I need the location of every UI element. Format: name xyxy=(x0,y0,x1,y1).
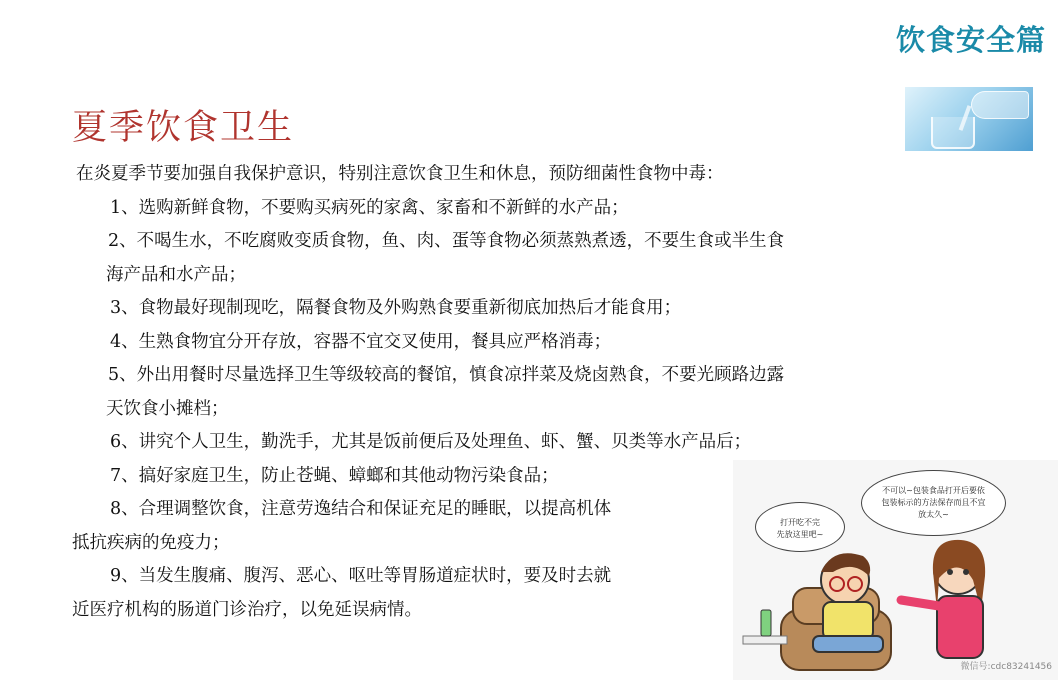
list-item-text: 5、外出用餐时尽量选择卫生等级较高的餐馆，慎食凉拌菜及烧卤熟食，不要光顾路边露 xyxy=(108,365,785,385)
speech-bubble-right: 不可以~包装食品打开后要依 包装标示的方法保存而且不宜 放太久~ xyxy=(861,470,1006,536)
cartoon-illustration xyxy=(733,460,1058,680)
boy-legs-shape xyxy=(813,636,883,652)
list-item-9 xyxy=(70,560,765,627)
water-glass-image xyxy=(905,87,1033,151)
list-item-text: 8、合理调整饮食，注意劳逸结合和保证充足的睡眠，以提高机体 xyxy=(110,499,612,519)
list-item-text: 1、选购新鲜食物，不要购买病死的家禽、家畜和不新鲜的水产品； xyxy=(110,197,629,218)
list-item-2 xyxy=(70,225,960,292)
list-item-text: 3、食物最好现制现吃，隔餐食物及外购熟食要重新彻底加热后才能食用； xyxy=(110,298,682,318)
section-tag: 饮食安全篇 xyxy=(895,23,1046,57)
intro-paragraph: 在炎夏季节要加强自我保护意识，特别注意饮食卫生和休息，预防细菌性食物中毒： xyxy=(76,164,724,184)
list-item-continuation: 天饮食小摊档； xyxy=(106,398,229,419)
list-item-text: 7、搞好家庭卫生，防止苍蝇、蟑螂和其他动物污染食品； xyxy=(110,465,559,486)
slide-title: 夏季饮食卫生 xyxy=(72,108,295,148)
list-item-text: 4、生熟食物宜分开存放，容器不宜交叉使用，餐具应严格消毒； xyxy=(110,331,612,352)
girl-arm-shape xyxy=(901,600,939,606)
water-jug-shape xyxy=(971,91,1029,119)
list-item-text: 2、不喝生水，不吃腐败变质食物，鱼、肉、蛋等食物必须蒸熟煮透，不要生食或半生食 xyxy=(108,231,785,251)
boy-shirt-shape xyxy=(823,602,873,640)
girl-eye-left xyxy=(947,569,953,575)
list-item-text: 6、讲究个人卫生，勤洗手，尤其是饭前便后及处理鱼、虾、蟹、贝类等水产品后； xyxy=(110,432,752,452)
list-item-6 xyxy=(70,426,960,460)
girl-eye-right xyxy=(963,569,969,575)
list-item-text: 9、当发生腹痛、腹泻、恶心、呕吐等胃肠道症状时，要及时去就 xyxy=(110,566,612,586)
list-item-continuation: 海产品和水产品； xyxy=(106,264,246,285)
list-item-4 xyxy=(70,326,960,360)
list-item-5 xyxy=(70,359,960,426)
speech-bubble-left: 打开吃不完 先放这里吧~ xyxy=(755,502,845,552)
glass-shape xyxy=(931,117,975,149)
girl-sweater-shape xyxy=(937,596,983,658)
list-item-3 xyxy=(70,292,960,326)
table-shape xyxy=(743,636,787,644)
list-item-continuation: 近医疗机构的肠道门诊治疗，以免延误病情。 xyxy=(72,599,422,620)
list-item-continuation: 抵抗疾病的免疫力； xyxy=(72,532,230,553)
list-item-1 xyxy=(70,192,960,226)
bottle-shape xyxy=(761,610,771,636)
watermark: 微信号:cdc83241456 xyxy=(960,662,1052,672)
list-item-8 xyxy=(70,493,765,560)
